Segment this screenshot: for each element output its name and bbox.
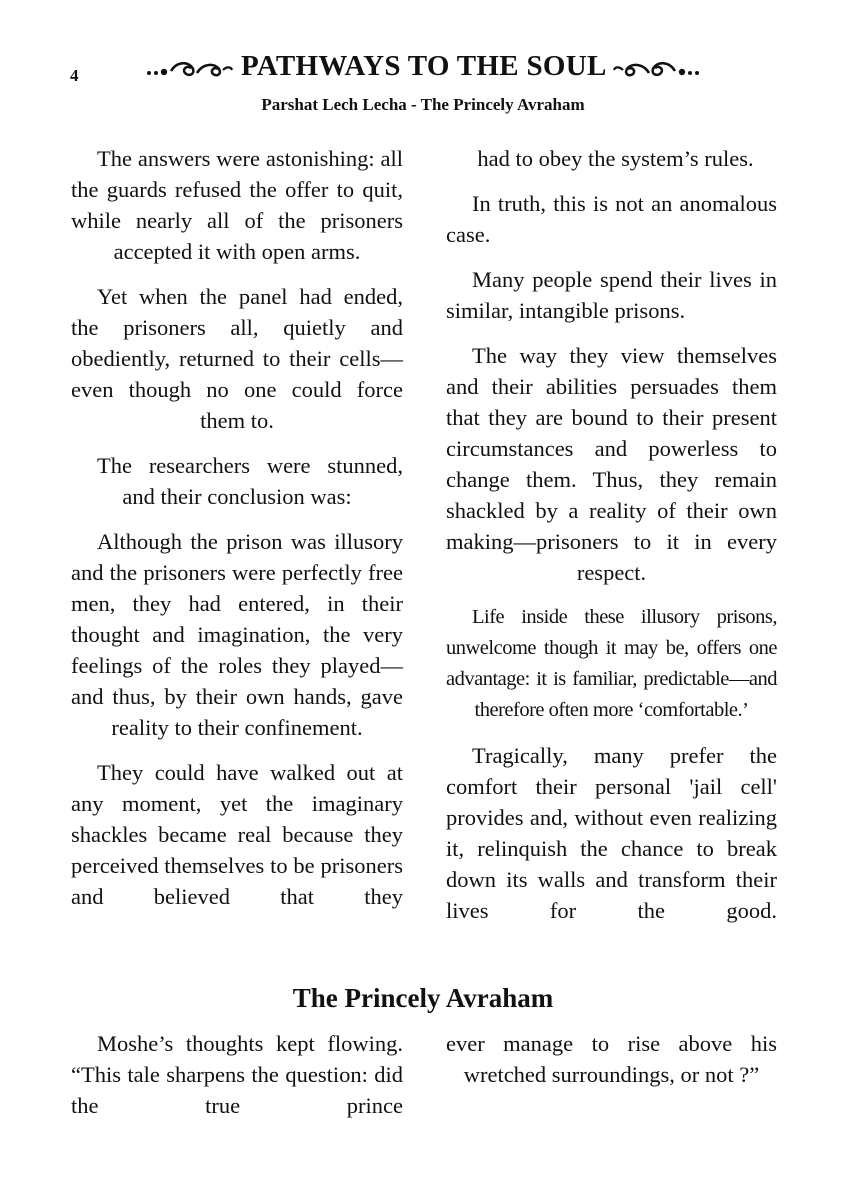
section-left-column bbox=[71, 1028, 403, 1135]
section-heading: The Princely Avraham bbox=[292, 983, 554, 1013]
paragraph: Many people spend their lives in similar, intangible prisons. bbox=[446, 267, 777, 323]
left-text-column bbox=[71, 143, 403, 926]
paragraph: The researchers were stunned, and their conclusion was: bbox=[97, 453, 403, 509]
page-number: 4 bbox=[70, 66, 79, 85]
running-title: PATHWAYS TO THE SOUL bbox=[240, 50, 606, 82]
paragraph: The way they view themselves and their abilities persuades them that they are bound to their present circumstances and powerless to change them. Thus, they remain shackled by a reality of their own making—prisoners to it in every respect. bbox=[446, 343, 777, 585]
paragraph: Yet when the panel had ended, the prisoners all, quietly and obediently, returned to their cells—even though no one could force them to. bbox=[71, 284, 403, 433]
paragraph: The answers were astonishing: all the guards refused the offer to quit, while nearly all of the prisoners accepted it with open arms. bbox=[71, 146, 403, 264]
paragraph: Although the prison was illusory and the prisoners were perfectly free men, they had entered, in their thought and imagination, the very feelings of the roles they played—and thus, by their own hands, gave reality to their confinement. bbox=[71, 529, 403, 740]
page-subtitle: Parshat Lech Lecha - The Princely Avraham bbox=[261, 95, 585, 114]
paragraph: Life inside these illusory prisons, unwelcome though it may be, offers one advantage: it is familiar, predictable—and therefore often more ‘comfortable.’ bbox=[446, 606, 777, 721]
running-title-line bbox=[0, 50, 846, 83]
left-ornament-icon bbox=[145, 57, 233, 79]
paragraph: They could have walked out at any moment, yet the imaginary shackles became real because they perceived themselves to be prisoners and believed that they bbox=[71, 760, 403, 909]
page-header bbox=[0, 50, 846, 90]
paragraph: In truth, this is not an anomalous case. bbox=[446, 191, 777, 247]
right-text-column bbox=[446, 143, 777, 940]
section-right-column bbox=[446, 1028, 777, 1104]
paragraph: Moshe’s thoughts kept flowing. “This tale sharpens the question: did the true prince bbox=[71, 1031, 403, 1118]
paragraph: ever manage to rise above his wretched surroundings, or not ?” bbox=[446, 1031, 777, 1087]
right-ornament-icon bbox=[613, 57, 701, 79]
paragraph: Tragically, many prefer the comfort their personal 'jail cell' provides and, without even realizing it, relinquish the chance to break down its walls and transform their lives for the good. bbox=[446, 743, 777, 923]
paragraph: had to obey the system’s rules. bbox=[477, 146, 754, 171]
